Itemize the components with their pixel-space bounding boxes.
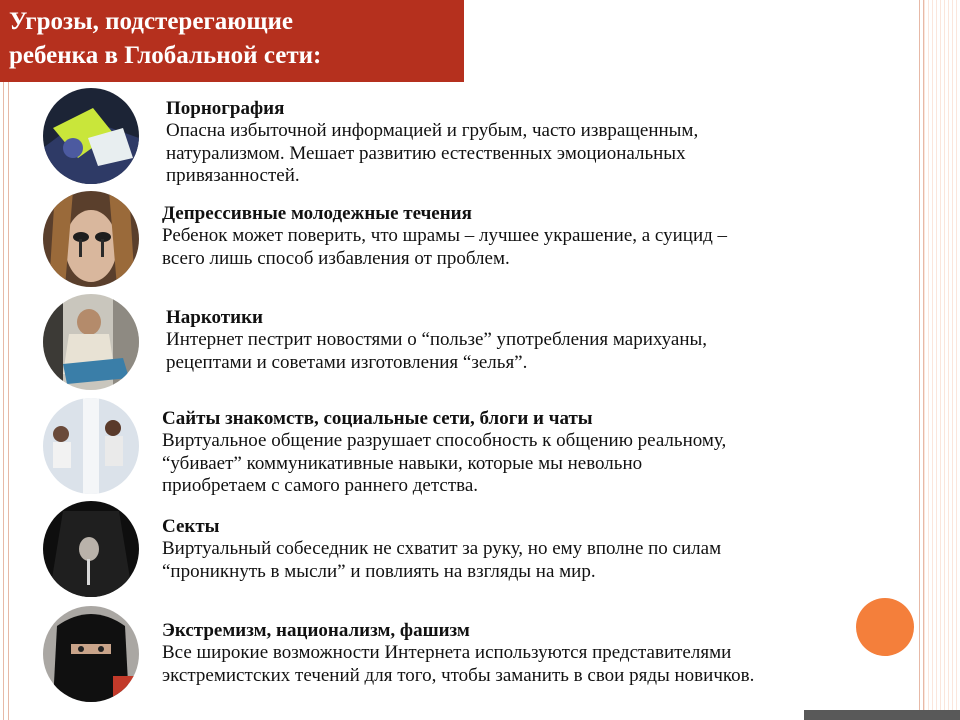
threat-description: Виртуальное общение разрушает способность к общению реальному, bbox=[162, 430, 727, 451]
threat-item bbox=[162, 516, 721, 583]
threat-description: рецептами и советами изготовления “зелья”. bbox=[166, 351, 528, 373]
left-border-line bbox=[8, 82, 9, 720]
pornography-photo bbox=[43, 88, 139, 184]
threat-item bbox=[162, 203, 727, 270]
left-border-line bbox=[3, 82, 4, 720]
right-border-line bbox=[919, 0, 920, 720]
social-networks-photo bbox=[43, 398, 139, 494]
threat-description: привязанностей. bbox=[166, 165, 300, 186]
depressed-teen-photo bbox=[43, 191, 139, 287]
slide-title-line: ребенка в Глобальной сети: bbox=[9, 42, 322, 69]
threat-title: Депрессивные молодежные течения bbox=[162, 203, 472, 224]
right-stripe-decoration bbox=[924, 0, 960, 720]
accent-circle-decoration bbox=[856, 598, 914, 656]
threat-item bbox=[162, 620, 754, 687]
slide-title-line: Угрозы, подстерегающие bbox=[9, 8, 293, 35]
threat-description: Интернет пестрит новостями о “пользе” употребления марихуаны, bbox=[166, 329, 708, 350]
drugs-photo bbox=[43, 294, 139, 390]
threat-description: Опасна избыточной информацией и грубым, часто извращенным, bbox=[166, 120, 699, 141]
threat-item bbox=[166, 307, 707, 374]
slide-title bbox=[0, 0, 464, 82]
threat-title: Экстремизм, национализм, фашизм bbox=[162, 620, 470, 641]
threat-description: “проникнуть в мысли” и повлиять на взгляды на мир. bbox=[162, 560, 596, 582]
right-border-line bbox=[923, 0, 924, 720]
sects-photo bbox=[43, 501, 139, 597]
threat-title: Сайты знакомств, социальные сети, блоги и чаты bbox=[162, 408, 593, 429]
threat-description: натурализмом. Мешает развитию естественных эмоциональных bbox=[166, 142, 686, 164]
threat-description: приобретаем с самого раннего детства. bbox=[162, 475, 479, 496]
threat-title: Порнография bbox=[166, 98, 285, 119]
extremism-photo bbox=[43, 606, 139, 702]
threat-description: Виртуальный собеседник не схватит за руку, но ему вполне по силам bbox=[162, 538, 722, 559]
threat-description: экстремистских течений для того, чтобы заманить в свои ряды новичков. bbox=[162, 664, 755, 686]
threat-title: Наркотики bbox=[166, 307, 263, 328]
threat-description: всего лишь способ избавления от проблем. bbox=[162, 247, 510, 269]
threat-item bbox=[166, 98, 698, 188]
threat-description: Все широкие возможности Интернета используются представителями bbox=[162, 642, 732, 663]
threat-description: Ребенок может поверить, что шрамы – лучшее украшение, а суицид – bbox=[162, 225, 728, 246]
threat-item bbox=[162, 408, 726, 498]
threat-title: Секты bbox=[162, 516, 220, 537]
bottom-bar-decoration bbox=[804, 710, 960, 720]
threat-description: “убивает” коммуникативные навыки, которые мы невольно bbox=[162, 452, 643, 474]
